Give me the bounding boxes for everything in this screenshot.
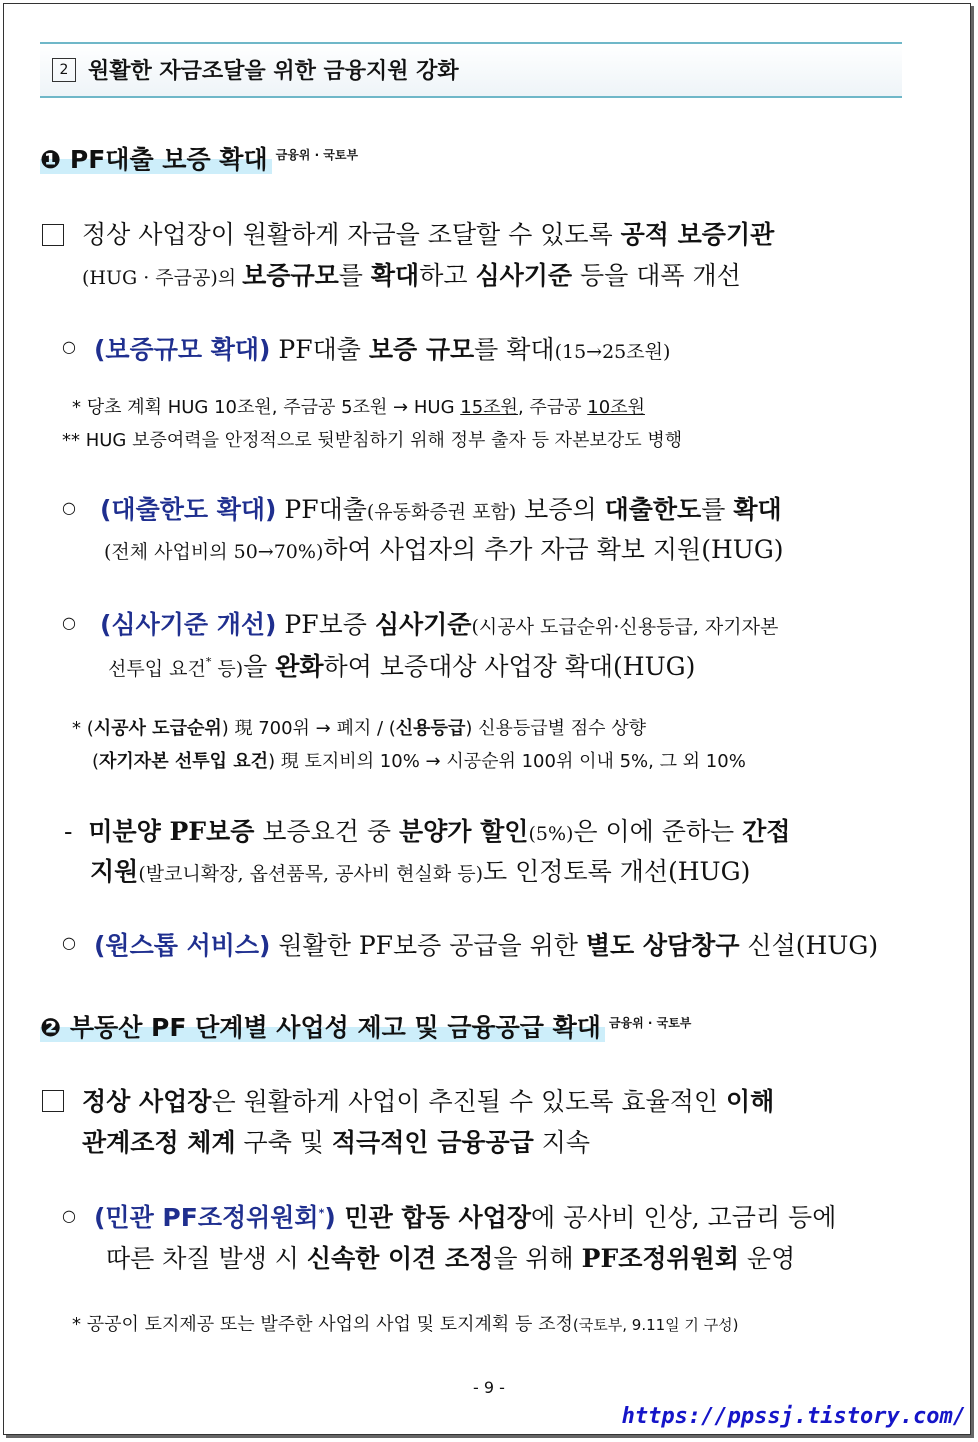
bullet-circle: ○ bbox=[62, 1206, 76, 1225]
subsection-2-heading: ❷ 부동산 PF 단계별 사업성 제고 및 금융공급 확대 $^{금융위 \cdot 국토부}$ bbox=[40, 1013, 692, 1042]
sub1-main-line1: 정상 사업장이 원활하게 자금을 조달할 수 있도록 공적 보증기관 bbox=[82, 220, 775, 249]
item-loan-limit-line1: (대출한도 확대) PF대출(유동화증권 포함) 보증의 대출한도를 확대 bbox=[100, 495, 782, 524]
bullet-circle: ○ bbox=[62, 498, 76, 517]
checkbox-square bbox=[42, 224, 64, 246]
footnote-4: (자기자본 선투입 요건) 現 토지비의 10% → 시공순위 100위 이내 5%, 그 외 10% bbox=[92, 751, 746, 772]
item-pf-committee-line1: (민관 PF조정위원회*) 민관 합동 사업장에 공사비 인상, 고금리 등에 bbox=[94, 1203, 837, 1232]
checkbox-square bbox=[42, 1090, 64, 1112]
bullet-circle: ○ bbox=[62, 337, 76, 356]
page-number: - 9 - bbox=[473, 1378, 505, 1397]
dash-item-line1: - 미분양 PF보증 보증요건 중 분양가 할인(5%)은 이에 준하는 간접 bbox=[64, 817, 791, 846]
item-loan-limit-line2: (전체 사업비의 50→70%)하여 사업자의 추가 자금 확보 지원(HUG) bbox=[104, 535, 784, 564]
footnote-5: * 공공이 토지제공 또는 발주한 사업의 사업 및 토지계획 등 조정(국토부, 9.11일 기 구성) bbox=[72, 1314, 739, 1335]
item-guarantee-scale: (보증규모 확대) PF대출 보증 규모를 확대(15→25조원) bbox=[94, 335, 671, 364]
bullet-circle: ○ bbox=[62, 613, 76, 632]
section-number: 2 bbox=[52, 58, 76, 82]
item-pf-committee-line2: 따른 차질 발생 시 신속한 이견 조정을 위해 PF조정위원회 운영 bbox=[106, 1244, 796, 1273]
dash-item-line2: 지원(발코니확장, 옵션품목, 공사비 현실화 등)도 인정토록 개선(HUG) bbox=[90, 857, 751, 886]
item-one-stop: (원스톱 서비스) 원활한 PF보증 공급을 위한 별도 상담창구 신설(HUG) bbox=[94, 931, 879, 960]
subsection-1-title: PF대출 보증 확대 bbox=[69, 145, 268, 174]
watermark-url[interactable]: https://ppssj.tistory.com/ bbox=[621, 1404, 966, 1429]
footnote-2: ** HUG 보증여력을 안정적으로 뒷받침하기 위해 정부 출자 등 자본보강도 병행 bbox=[62, 430, 683, 451]
footnote-1: * 당초 계획 HUG 10조원, 주금공 5조원 → HUG 15조원, 주금공 10조원 bbox=[72, 397, 645, 418]
item-review-criteria-line2: 선투입 요건* 등)을 완화하여 보증대상 사업장 확대(HUG) bbox=[108, 652, 696, 681]
bullet-circle: ○ bbox=[62, 933, 76, 952]
sub2-main-line1: 정상 사업장은 원활하게 사업이 추진될 수 있도록 효율적인 이해 bbox=[82, 1087, 775, 1116]
footnote-3: * (시공사 도급순위) 現 700위 → 폐지 / (신용등급) 신용등급별 점수 상향 bbox=[72, 718, 647, 739]
sub1-main-line2: (HUG · 주금공)의 보증규모를 확대하고 심사기준 등을 대폭 개선 bbox=[82, 261, 741, 290]
section-title: 원활한 자금조달을 위한 금융지원 강화 bbox=[88, 59, 459, 84]
section-header bbox=[40, 42, 902, 98]
sub2-main-line2: 관계조정 체계 구축 및 적극적인 금융공급 지속 bbox=[82, 1128, 591, 1157]
item-review-criteria-line1: (심사기준 개선) PF보증 심사기준(시공사 도급순위·신용등급, 자기자본 bbox=[100, 610, 779, 639]
ministry-tag: 금융위 · 국토부 bbox=[275, 147, 359, 162]
ministry-tag: 금융위 · 국토부 bbox=[608, 1015, 692, 1030]
subsection-2-title: 부동산 PF 단계별 사업성 제고 및 금융공급 확대 bbox=[69, 1013, 601, 1042]
subsection-1-heading: ❶ PF대출 보증 확대 $^{금융위 \cdot 국토부}$ bbox=[40, 145, 359, 174]
